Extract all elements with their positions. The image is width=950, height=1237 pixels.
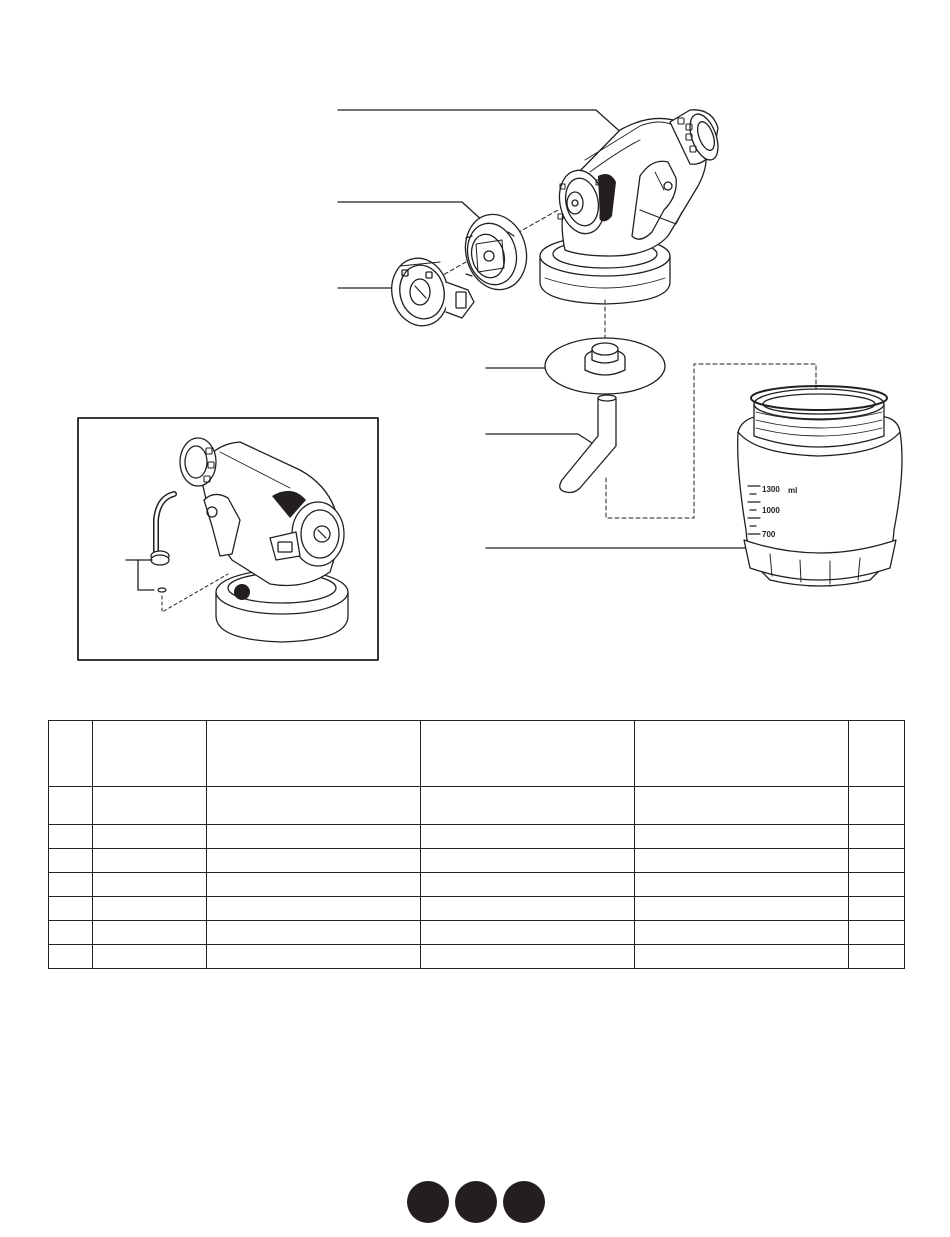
table-cell [421, 787, 635, 825]
column-header [421, 721, 635, 787]
column-header [207, 721, 421, 787]
table-row [49, 787, 905, 825]
table-cell [849, 849, 905, 873]
table-cell [635, 897, 849, 921]
callout-air-cap-ring [338, 202, 484, 222]
table-row [49, 897, 905, 921]
nozzle-cap [386, 253, 474, 331]
table-cell [93, 787, 207, 825]
air-cap-ring [458, 208, 535, 296]
table-cell [207, 787, 421, 825]
page-marker-dot [455, 1181, 497, 1223]
table-cell [635, 945, 849, 969]
cup-marking-unit: ml [788, 486, 798, 495]
table-cell [93, 945, 207, 969]
table-cell [635, 849, 849, 873]
table-row [49, 825, 905, 849]
table-row [49, 849, 905, 873]
suction-tube [560, 395, 616, 493]
table-cell [421, 921, 635, 945]
callout-suction-tube [486, 434, 592, 443]
cup-marking-1300: 1300 [762, 485, 780, 494]
table-row [49, 945, 905, 969]
table-cell [421, 873, 635, 897]
page-marker-dots [407, 1181, 545, 1223]
table-cell [49, 787, 93, 825]
cup-marking-1000: 1000 [762, 506, 780, 515]
column-header [49, 721, 93, 787]
table-cell [49, 849, 93, 873]
table-cell [49, 921, 93, 945]
table-cell [207, 897, 421, 921]
table-cell [849, 787, 905, 825]
callout-front-housing [338, 110, 625, 136]
table-cell [207, 825, 421, 849]
table-cell [421, 897, 635, 921]
table-cell [207, 945, 421, 969]
column-header [635, 721, 849, 787]
inset-spray-gun [151, 438, 348, 642]
table-cell [93, 897, 207, 921]
table-cell [207, 849, 421, 873]
front-housing [540, 110, 723, 304]
table-cell [849, 873, 905, 897]
table-cell [849, 825, 905, 849]
column-header [93, 721, 207, 787]
table-cell [849, 897, 905, 921]
column-header [849, 721, 905, 787]
table-cell [635, 873, 849, 897]
table-cell [93, 825, 207, 849]
gasket-disc [545, 338, 665, 394]
table-cell [49, 873, 93, 897]
table-cell [849, 945, 905, 969]
table-cell [421, 945, 635, 969]
table-cell [93, 849, 207, 873]
table-cell [49, 897, 93, 921]
table-cell [421, 849, 635, 873]
callout-inset-valve-parts [126, 560, 154, 590]
table-cell [93, 921, 207, 945]
table-cell [849, 921, 905, 945]
table-header-row [49, 721, 905, 787]
table-row [49, 873, 905, 897]
parts-table [48, 720, 905, 969]
table-cell [49, 945, 93, 969]
table-cell [635, 825, 849, 849]
cup-marking-700: 700 [762, 530, 776, 539]
page-marker-dot [503, 1181, 545, 1223]
table-cell [207, 873, 421, 897]
table-cell [635, 921, 849, 945]
table-cell [635, 787, 849, 825]
table-cell [207, 921, 421, 945]
table-row [49, 921, 905, 945]
table-cell [421, 825, 635, 849]
page-marker-dot [407, 1181, 449, 1223]
table-cell [49, 825, 93, 849]
table-cell [93, 873, 207, 897]
